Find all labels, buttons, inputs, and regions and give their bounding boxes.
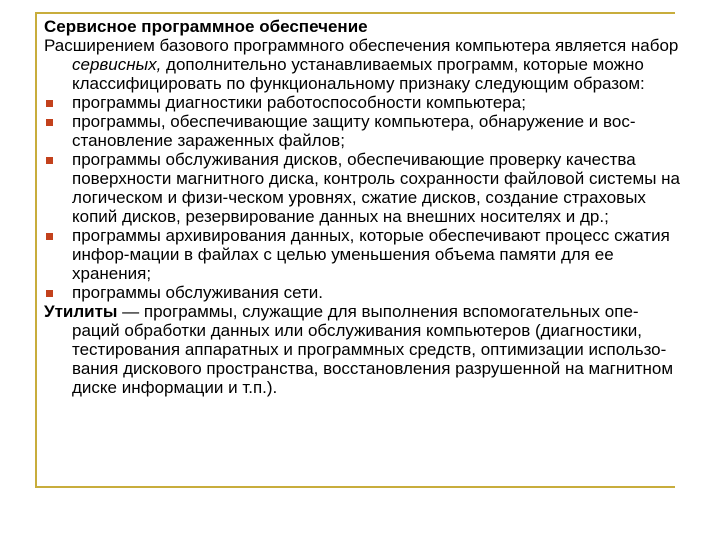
intro-paragraph	[44, 36, 684, 93]
utilities-term: Утилиты	[44, 302, 118, 321]
intro-italic: сервисных,	[72, 55, 162, 74]
bullet-square-icon	[46, 100, 53, 107]
utilities-text: — программы, служащие для выполнения вспомогательных опе-раций обработки данных или обслуживания компьютеров (диагностики, тестирования аппаратных и программных средств, оптимизации использо-вания дискового пространства, восстановления разрушенной на магнитном диске информации и т.п.).	[72, 302, 674, 397]
bottom-rule	[35, 486, 675, 488]
list-item-text: программы обслуживания дисков, обеспечивающие проверку качества поверхности магнитного диска, контроль сохранности файловой системы на логическом и физи-ческом уровнях, сжатие дисков, создание страховых копий дисков, резервирование данных на внешних носителях и др.;	[72, 150, 680, 226]
bullet-square-icon	[46, 233, 53, 240]
list-item-text: программы обслуживания сети.	[72, 283, 324, 302]
bullet-square-icon	[46, 119, 53, 126]
list-item-text: программы, обеспечивающие защиту компьютера, обнаружение и вос-становление зараженных файлов;	[72, 112, 636, 150]
slide-content	[44, 17, 684, 397]
list-item	[44, 226, 684, 283]
left-rule	[35, 12, 37, 488]
list-item	[44, 283, 684, 302]
intro-text-2: дополнительно устанавливаемых программ, которые можно классифицировать по функциональному признаку следующим образом:	[72, 55, 645, 93]
bullet-square-icon	[46, 157, 53, 164]
utilities-paragraph	[44, 302, 684, 397]
top-rule	[35, 12, 675, 14]
list-item	[44, 93, 684, 112]
slide-title: Сервисное программное обеспечение	[44, 17, 368, 36]
list-item	[44, 112, 684, 150]
list-item-text: программы диагностики работоспособности компьютера;	[72, 93, 526, 112]
bullet-square-icon	[46, 290, 53, 297]
list-item	[44, 150, 684, 226]
list-item-text: программы архивирования данных, которые обеспечивают процесс сжатия инфор-мации в файлах с целью уменьшения объема памяти для ее хранения;	[72, 226, 670, 283]
intro-text-1: Расширением базового программного обеспечения компьютера является набор	[44, 36, 679, 55]
